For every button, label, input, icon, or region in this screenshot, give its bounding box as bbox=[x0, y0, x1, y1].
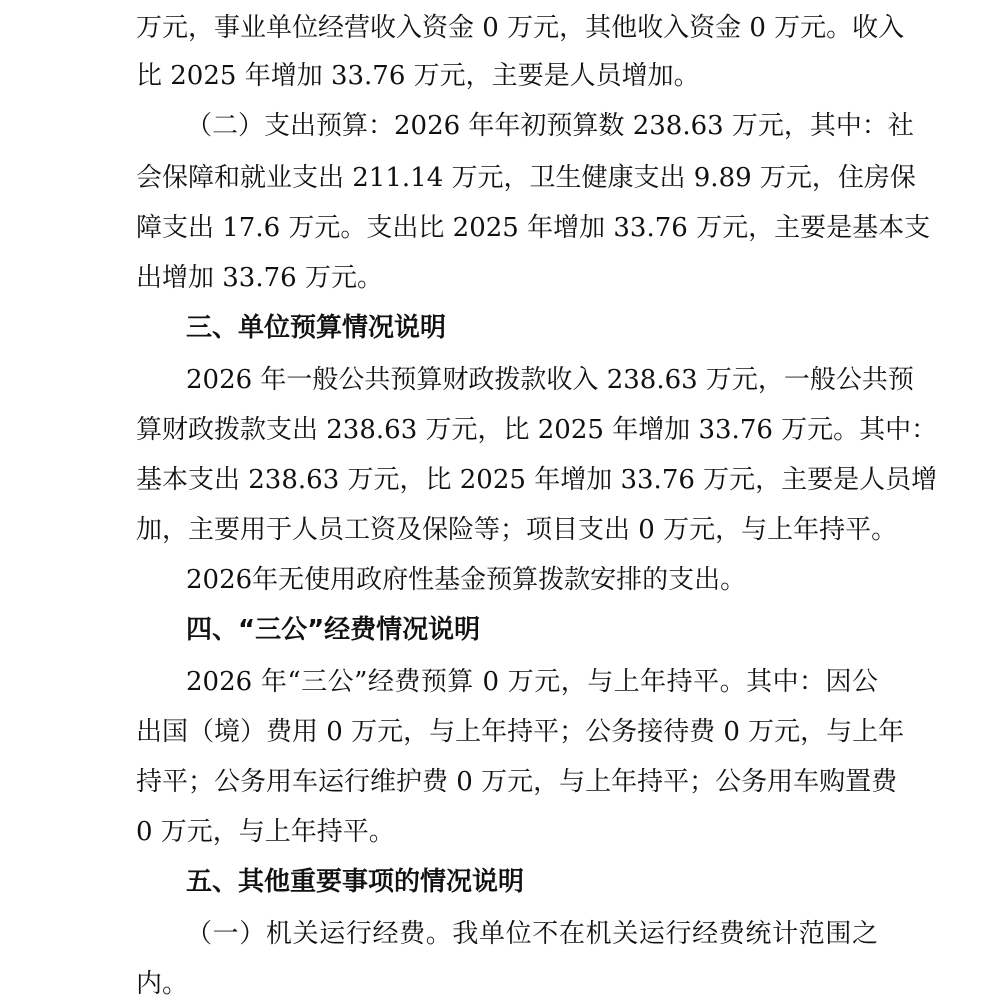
section-heading-other-matters: 五、其他重要事项的情况说明 bbox=[186, 867, 525, 897]
body-line: 算财政拨款支出 238.63 万元，比 2025 年增加 33.76 万元。其中： bbox=[136, 415, 938, 445]
body-line: 出增加 33.76 万元。 bbox=[136, 263, 383, 293]
body-line: 基本支出 238.63 万元，比 2025 年增加 33.76 万元，主要是人员增 bbox=[136, 465, 938, 495]
section-subheading: （二）支出预算：2026 年年初预算数 238.63 万元，其中：社 bbox=[186, 111, 914, 141]
body-line: 万元，事业单位经营收入资金 0 万元，其他收入资金 0 万元。收入 bbox=[136, 13, 905, 43]
body-line: 会保障和就业支出 211.14 万元，卫生健康支出 9.89 万元，住房保 bbox=[136, 163, 916, 193]
body-line: 比 2025 年增加 33.76 万元，主要是人员增加。 bbox=[136, 61, 700, 91]
body-line: 0 万元，与上年持平。 bbox=[136, 817, 395, 847]
body-line: 加，主要用于人员工资及保险等；项目支出 0 万元，与上年持平。 bbox=[136, 515, 898, 545]
section-heading-unit-budget: 三、单位预算情况说明 bbox=[186, 313, 447, 343]
body-line: 内。 bbox=[136, 969, 189, 999]
body-line: 2026年无使用政府性基金预算拨款安排的支出。 bbox=[186, 565, 747, 595]
body-line: 障支出 17.6 万元。支出比 2025 年增加 33.76 万元，主要是基本支 bbox=[136, 213, 931, 243]
body-line: 2026 年一般公共预算财政拨款收入 238.63 万元，一般公共预 bbox=[186, 365, 914, 395]
body-line: 持平；公务用车运行维护费 0 万元，与上年持平；公务用车购置费 bbox=[136, 767, 898, 797]
body-line: 2026 年“三公”经费预算 0 万元，与上年持平。其中：因公 bbox=[186, 667, 878, 697]
section-heading-three-public: 四、“三公”经费情况说明 bbox=[186, 615, 481, 645]
body-line: 出国（境）费用 0 万元，与上年持平；公务接待费 0 万元，与上年 bbox=[136, 717, 905, 747]
section-subheading: （一）机关运行经费。我单位不在机关运行经费统计范围之 bbox=[186, 919, 878, 949]
